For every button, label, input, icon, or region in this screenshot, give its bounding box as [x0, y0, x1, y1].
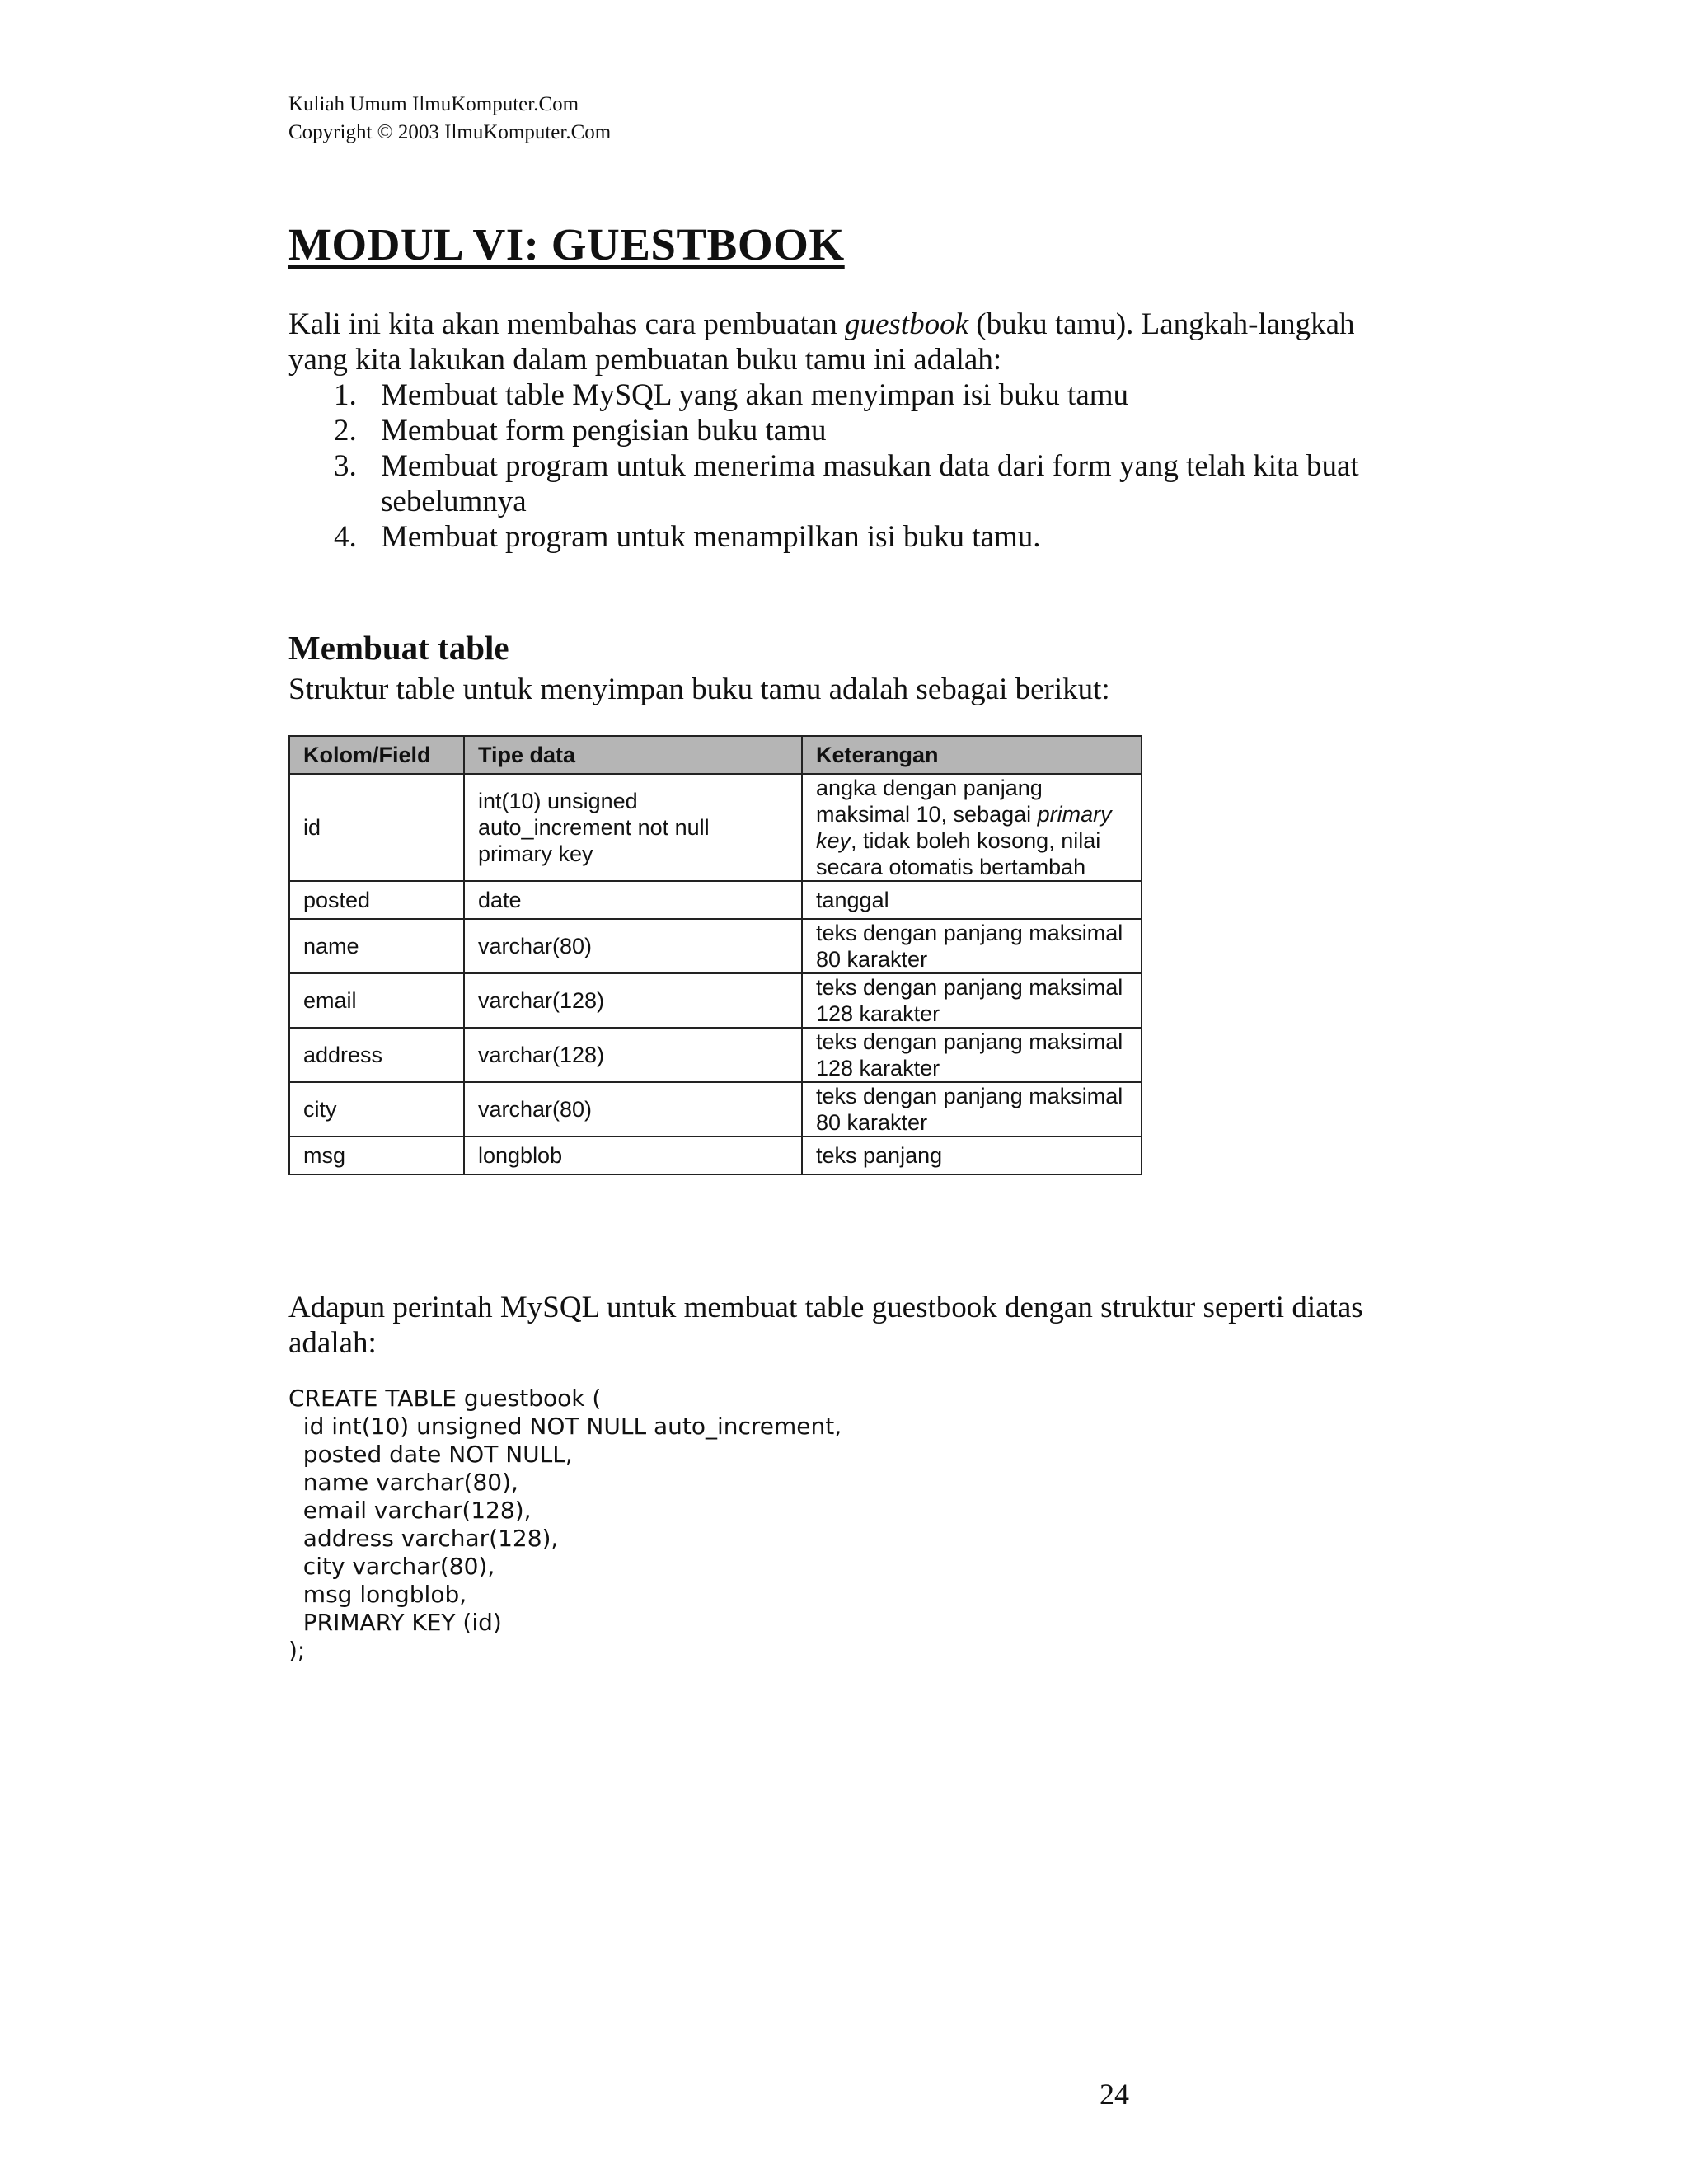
intro-text-part1: Kali ini kita akan membahas cara pembuatan	[288, 307, 845, 341]
cell-field: msg	[289, 1137, 464, 1174]
page-title: MODUL VI: GUESTBOOK	[288, 219, 845, 269]
cell-type: varchar(128)	[464, 973, 802, 1028]
description-text: , tidak boleh kosong, nilai secara otomatis bertambah	[816, 828, 1101, 879]
table-row	[289, 1082, 1142, 1137]
column-header-type: Tipe data	[464, 736, 802, 774]
list-item-text: Membuat program untuk menerima masukan data dari form yang telah kita buat sebelumnya	[381, 449, 1359, 518]
table-row	[289, 881, 1142, 919]
cell-description: tanggal	[802, 881, 1142, 919]
cell-field: address	[289, 1028, 464, 1082]
list-item	[288, 377, 1411, 413]
intro-block	[288, 307, 1409, 555]
column-header-description: Keterangan	[802, 736, 1142, 774]
list-item	[288, 519, 1411, 555]
sql-intro-paragraph: Adapun perintah MySQL untuk membuat table guestbook dengan struktur seperti diatas adalah:	[288, 1291, 1363, 1360]
section-title: Membuat table	[288, 629, 509, 667]
cell-field: name	[289, 919, 464, 973]
cell-field: city	[289, 1082, 464, 1137]
table-header-row	[289, 736, 1142, 774]
table-row	[289, 973, 1142, 1028]
cell-field: id	[289, 774, 464, 881]
list-item-number: 2.	[334, 414, 357, 448]
list-item-number: 1.	[334, 378, 357, 412]
header-course: Kuliah Umum IlmuKomputer.Com	[288, 93, 579, 115]
cell-field: posted	[289, 881, 464, 919]
cell-description: teks panjang	[802, 1137, 1142, 1174]
cell-type: date	[464, 881, 802, 919]
table-row	[289, 919, 1142, 973]
list-item-number: 4.	[334, 520, 357, 554]
list-item	[288, 448, 1411, 519]
table-row	[289, 774, 1142, 881]
intro-paragraph	[288, 307, 1409, 377]
cell-type: int(10) unsigned auto_increment not null primary key	[464, 774, 802, 881]
description-italic: primary key	[816, 802, 1112, 853]
list-item	[288, 413, 1411, 448]
cell-type: varchar(80)	[464, 1082, 802, 1137]
column-header-field: Kolom/Field	[289, 736, 464, 774]
cell-field: email	[289, 973, 464, 1028]
cell-type: longblob	[464, 1137, 802, 1174]
cell-description: teks dengan panjang maksimal 80 karakter	[802, 919, 1142, 973]
list-item-number: 3.	[334, 449, 357, 483]
document-page	[288, 91, 1409, 2111]
intro-italic-term: guestbook	[844, 307, 969, 341]
list-item-text: Membuat program untuk menampilkan isi buku tamu.	[381, 520, 1041, 554]
cell-type: varchar(128)	[464, 1028, 802, 1082]
page-number: 24	[1100, 2078, 1129, 2111]
table-row	[289, 1137, 1142, 1174]
list-item-text: Membuat form pengisian buku tamu	[381, 414, 827, 448]
cell-description: teks dengan panjang maksimal 128 karakter	[802, 973, 1142, 1028]
sql-code-block: CREATE TABLE guestbook ( id int(10) unsigned NOT NULL auto_increment, posted date NOT NULL, name varchar(80), email varchar(128), address varchar(128), city varchar(80), msg longblob, PRIMARY KEY (id) );	[288, 1385, 842, 1664]
header-copyright: Copyright © 2003 IlmuKomputer.Com	[288, 121, 612, 143]
cell-type: varchar(80)	[464, 919, 802, 973]
cell-description	[802, 774, 1142, 881]
list-item-text: Membuat table MySQL yang akan menyimpan isi buku tamu	[381, 378, 1129, 412]
intro-text-part2: (buku tamu). Langkah-langkah yang kita lakukan dalam pembuatan buku tamu ini adalah:	[288, 307, 1355, 377]
steps-list	[288, 377, 1409, 555]
structure-table	[288, 735, 1142, 1175]
section-subtitle: Struktur table untuk menyimpan buku tamu adalah sebagai berikut:	[288, 673, 1110, 706]
cell-description: teks dengan panjang maksimal 80 karakter	[802, 1082, 1142, 1137]
table-row	[289, 1028, 1142, 1082]
cell-description: teks dengan panjang maksimal 128 karakter	[802, 1028, 1142, 1082]
description-text: angka dengan panjang maksimal 10, sebagai	[816, 776, 1043, 827]
